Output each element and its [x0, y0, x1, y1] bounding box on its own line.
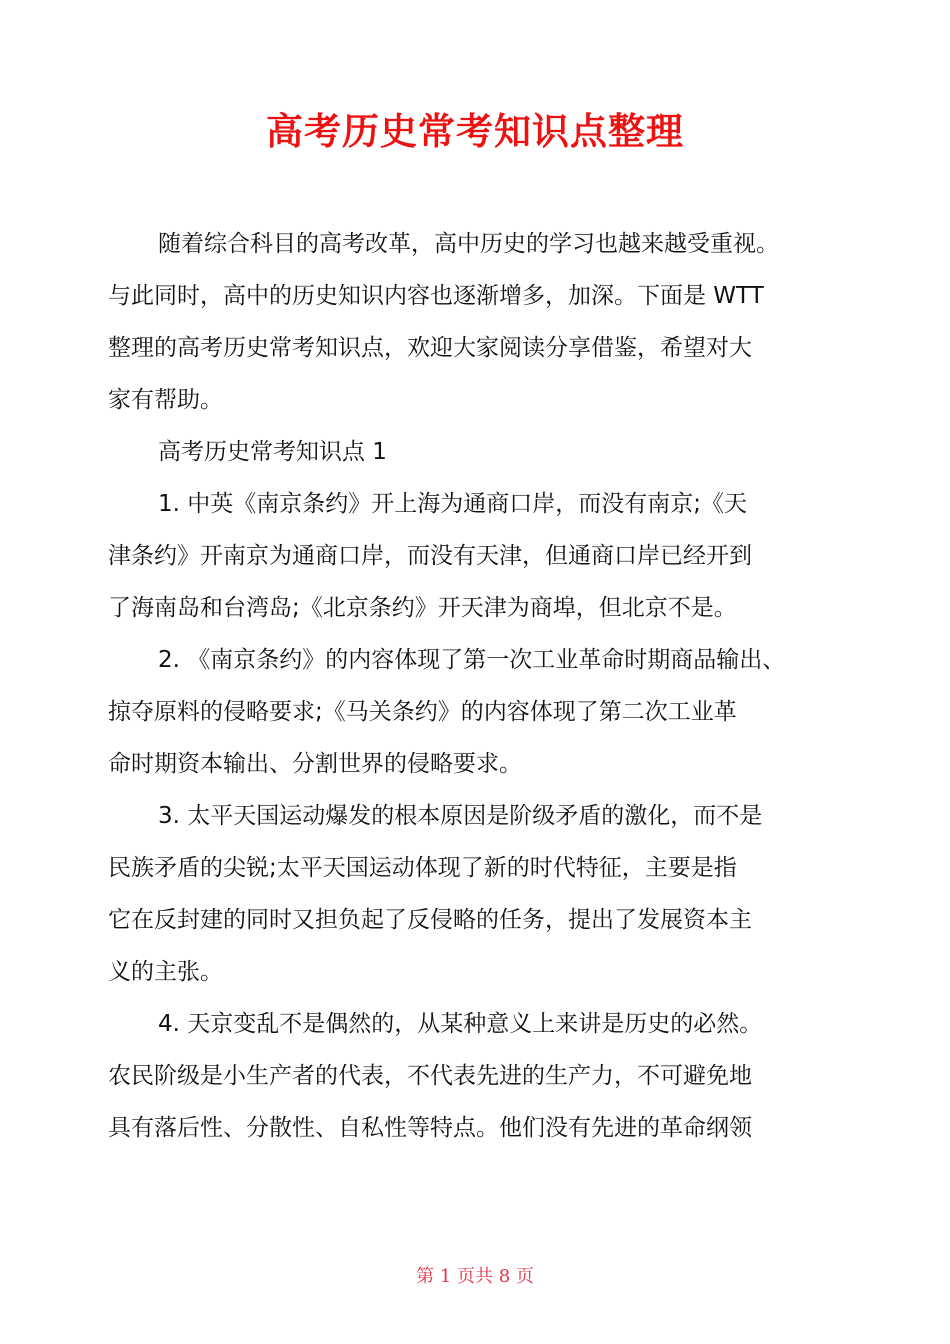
text-line: 农民阶级是小生产者的代表，不代表先进的生产力，不可避免地	[108, 1063, 752, 1089]
text-line: 具有落后性、分散性、自私性等特点。他们没有先进的革命纲领	[108, 1115, 752, 1141]
page-footer: 第 1 页共 8 页	[416, 1266, 534, 1287]
text-line: 家有帮助。	[108, 387, 223, 413]
text-line: 1. 中英《南京条约》开上海为通商口岸，而没有南京;《天	[158, 491, 748, 517]
text-line: 与此同时，高中的历史知识内容也逐渐增多，加深。下面是 WTT	[108, 283, 764, 309]
text-line: 整理的高考历史常考知识点，欢迎大家阅读分享借鉴，希望对大	[108, 335, 752, 361]
text-line: 掠夺原料的侵略要求;《马关条约》的内容体现了第二次工业革	[108, 699, 737, 725]
document-title: 高考历史常考知识点整理	[266, 110, 684, 153]
text-line: 了海南岛和台湾岛;《北京条约》开天津为商埠，但北京不是。	[108, 595, 737, 621]
text-line: 它在反封建的同时又担负起了反侵略的任务，提出了发展资本主	[108, 907, 752, 933]
text-line: 3. 太平天国运动爆发的根本原因是阶级矛盾的激化，而不是	[158, 803, 763, 829]
text-line: 4. 天京变乱不是偶然的，从某种意义上来讲是历史的必然。	[158, 1011, 763, 1037]
text-line: 命时期资本输出、分割世界的侵略要求。	[108, 751, 522, 777]
text-line: 随着综合科目的高考改革，高中历史的学习也越来越受重视。	[158, 231, 779, 257]
text-line: 2. 《南京条约》的内容体现了第一次工业革命时期商品输出、	[158, 647, 786, 673]
text-line: 津条约》开南京为通商口岸，而没有天津，但通商口岸已经开到	[108, 543, 752, 569]
text-line: 民族矛盾的尖锐;太平天国运动体现了新的时代特征，主要是指	[108, 855, 737, 881]
section-heading: 高考历史常考知识点 1	[158, 439, 387, 465]
document-body	[108, 218, 848, 1154]
text-line: 义的主张。	[108, 959, 223, 985]
